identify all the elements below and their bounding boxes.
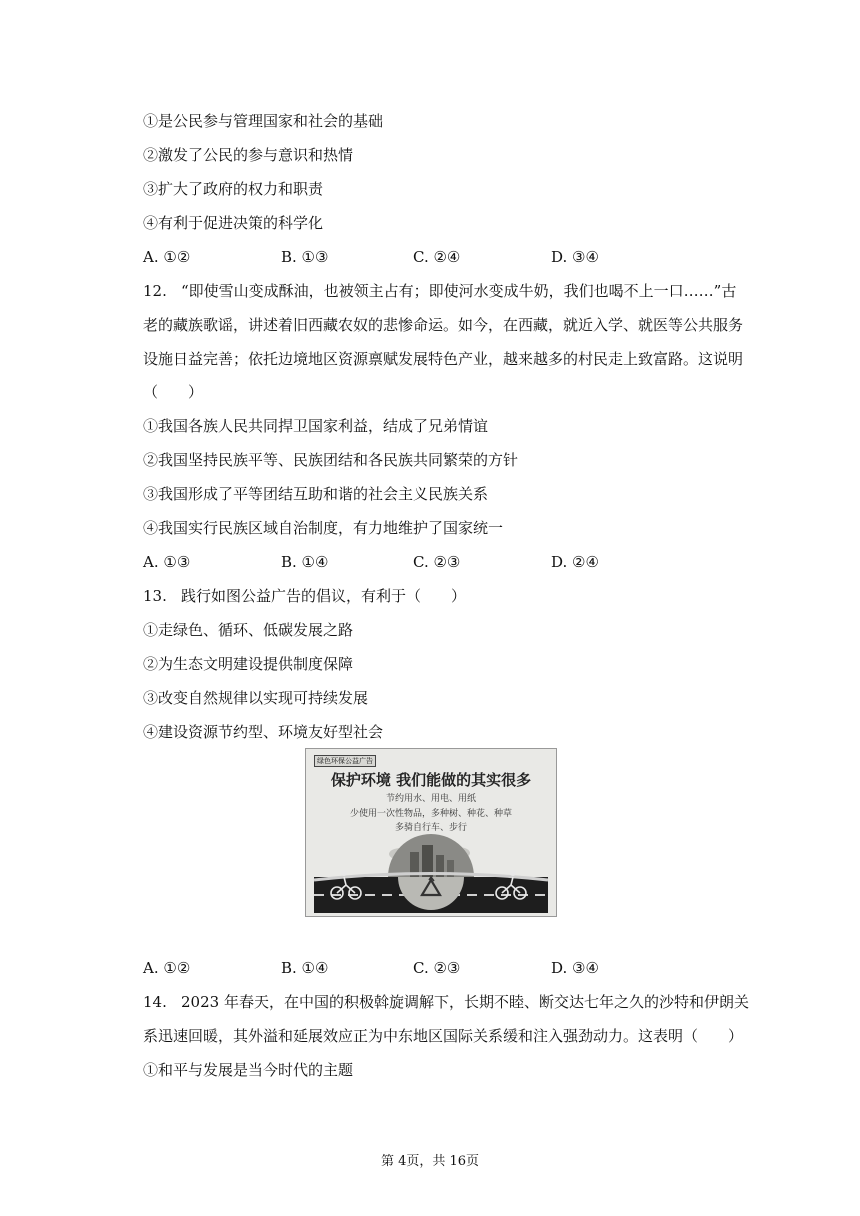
q13-stem: 13. 践行如图公益广告的倡议，有利于（ ） xyxy=(143,587,467,605)
q12-option-d[interactable]: D. ②④ xyxy=(551,553,599,571)
q12-answer-blank: （ ） xyxy=(143,383,204,401)
q12-number: 12. xyxy=(143,282,167,300)
q14-number: 14. xyxy=(143,993,167,1011)
q14-item-1: ①和平与发展是当今时代的主题 xyxy=(143,1061,354,1079)
poster-line-2: 少使用一次性物品，多种树、种花、种草 xyxy=(349,809,512,819)
q13-item-1: ①走绿色、循环、低碳发展之路 xyxy=(143,621,354,639)
q12-option-c[interactable]: C. ②③ xyxy=(413,553,461,571)
poster-line-1: 节约用水、用电、用纸 xyxy=(385,794,476,804)
poster-tag: 绿色环保公益广告 xyxy=(314,755,376,767)
public-service-ad-poster xyxy=(305,748,557,917)
q11-item-2: ②激发了公民的参与意识和热情 xyxy=(143,146,354,164)
q11-item-3: ③扩大了政府的权力和职责 xyxy=(143,180,324,198)
q12-item-1: ①我国各族人民共同捍卫国家利益，结成了兄弟情谊 xyxy=(143,417,489,435)
q11-item-4: ④有利于促进决策的科学化 xyxy=(143,214,324,232)
q13-option-b[interactable]: B. ①④ xyxy=(281,959,329,977)
q12-stem-line-3: 设施日益完善；依托边境地区资源禀赋发展特色产业，越来越多的村民走上致富路。这说明 xyxy=(143,350,744,368)
q14-stem-line-1: 14. 2023 年春天，在中国的积极斡旋调解下，长期不睦、断交达七年之久的沙特和伊朗关 xyxy=(143,993,749,1011)
q13-option-d[interactable]: D. ③④ xyxy=(551,959,599,977)
poster-illustration xyxy=(306,749,556,916)
q13-item-4: ④建设资源节约型、环境友好型社会 xyxy=(143,723,384,741)
q12-stem-line-2: 老的藏族歌谣，讲述着旧西藏农奴的悲惨命运。如今，在西藏，就近入学、就医等公共服务 xyxy=(143,316,744,334)
q12-option-a[interactable]: A. ①③ xyxy=(143,553,191,571)
q12-item-4: ④我国实行民族区域自治制度，有力地维护了国家统一 xyxy=(143,519,504,537)
q12-item-2: ②我国坚持民族平等、民族团结和各民族共同繁荣的方针 xyxy=(143,451,519,469)
q11-option-a[interactable]: A. ①② xyxy=(143,248,191,266)
q13-option-a[interactable]: A. ①② xyxy=(143,959,191,977)
page-footer: 第 4页，共 16页 xyxy=(380,1154,480,1169)
q12-item-3: ③我国形成了平等团结互助和谐的社会主义民族关系 xyxy=(143,485,489,503)
q12-option-b[interactable]: B. ①④ xyxy=(281,553,329,571)
q12-stem-line-1: 12. “即使雪山变成酥油，也被领主占有；即使河水变成牛奶，我们也喝不上一口……”古 xyxy=(143,282,737,300)
q13-number: 13. xyxy=(143,587,167,605)
q13-item-3: ③改变自然规律以实现可持续发展 xyxy=(143,689,369,707)
q13-option-c[interactable]: C. ②③ xyxy=(413,959,461,977)
q13-item-2: ②为生态文明建设提供制度保障 xyxy=(143,655,354,673)
q11-option-b[interactable]: B. ①③ xyxy=(281,248,329,266)
q11-option-c[interactable]: C. ②④ xyxy=(413,248,461,266)
poster-line-3: 多骑自行车、步行 xyxy=(394,823,467,833)
q11-option-d[interactable]: D. ③④ xyxy=(551,248,599,266)
q11-item-1: ①是公民参与管理国家和社会的基础 xyxy=(143,112,384,130)
q14-stem-line-2: 系迅速回暖，其外溢和延展效应正为中东地区国际关系缓和注入强劲动力。这表明（ ） xyxy=(143,1027,744,1045)
poster-headline: 保护环境 我们能做的其实很多 xyxy=(330,771,532,789)
